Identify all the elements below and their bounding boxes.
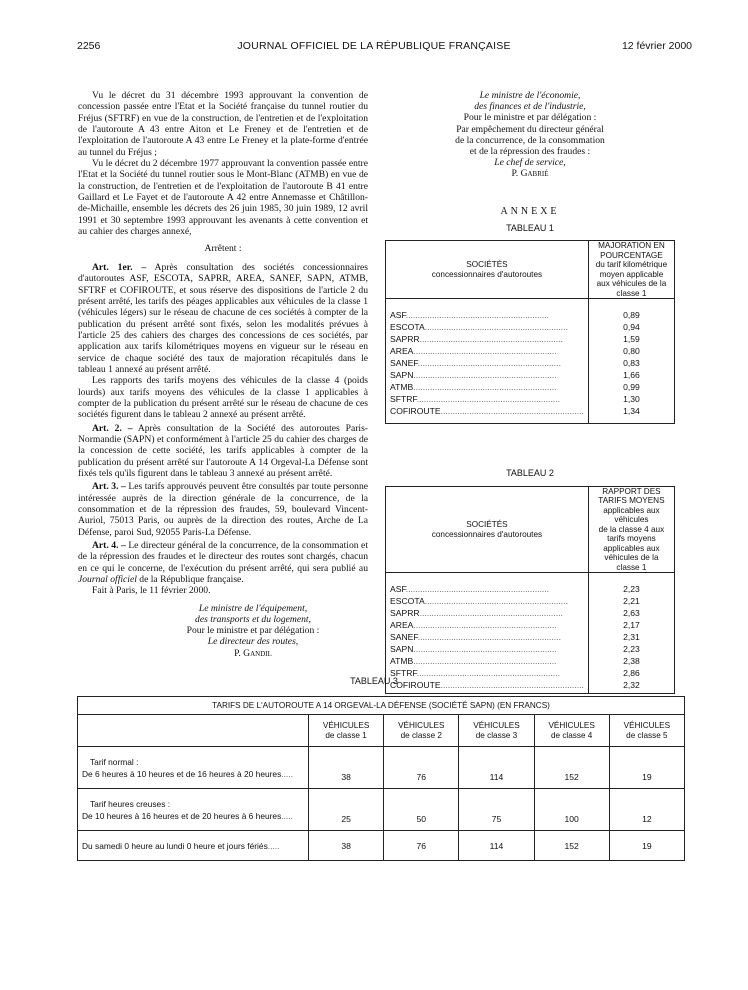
tableau-3-value: 114	[459, 831, 534, 861]
signature-block-equipment	[78, 603, 368, 659]
company-name: ATMB............................................................	[390, 655, 557, 666]
leader-dots: .....	[267, 840, 280, 851]
tableau-3-value: 114	[459, 747, 534, 789]
leader-dots: ............................................................	[405, 584, 550, 595]
signature-line: et de la répression des fraudes :	[469, 146, 591, 158]
leader-dots: ............................................................	[416, 667, 560, 678]
company-value: 2,17	[623, 620, 640, 631]
tableau-2-title: TABLEAU 2	[506, 468, 554, 479]
signature-block-economy	[385, 90, 675, 180]
header-line: applicables aux véhicules de la classe 1	[603, 543, 660, 572]
header-line: de la classe 4 aux tarifs moyens	[598, 524, 665, 544]
tableau-3-value: 76	[384, 747, 459, 789]
company-value: 0,80	[623, 346, 640, 357]
company-name: COFIROUTE............................................................	[390, 679, 584, 690]
tableau-3-row	[78, 789, 685, 831]
company-name: SANEF............................................................	[390, 357, 561, 368]
row-label-detail: De 6 heures à 10 heures et de 16 heures à 20 heures.....	[82, 768, 293, 779]
company-name: AREA............................................................	[390, 346, 557, 357]
tableau-3-value: 19	[609, 747, 684, 789]
header-line: VÉHICULES	[623, 721, 671, 730]
tableau-2	[385, 486, 675, 695]
company-value: 1,59	[623, 334, 640, 345]
leader-dots: ............................................................	[413, 620, 557, 631]
company-name: SFTRF............................................................	[390, 667, 560, 678]
leader-dots: ............................................................	[413, 369, 557, 380]
company-value: 2,63	[623, 608, 640, 619]
signature-title: Le chef de service,	[494, 157, 566, 169]
company-name: SAPRR............................................................	[390, 334, 563, 345]
tableau-1	[385, 240, 675, 424]
header-line: VÉHICULES	[473, 721, 520, 730]
leader-dots: ............................................................	[440, 405, 584, 416]
tableau-3-row	[78, 831, 685, 861]
tableau-2-header-rapport	[588, 486, 674, 573]
tableau-3-column-header	[534, 715, 609, 747]
company-name: SAPN............................................................	[390, 643, 557, 654]
row-label-heading: Tarif heures creuses :	[90, 798, 171, 809]
article-4	[78, 540, 368, 585]
tableau-3-row	[78, 747, 685, 789]
header-line: de classe 2	[400, 730, 442, 740]
article-1-label: Art. 1er. –	[92, 261, 147, 273]
leader-dots: ............................................................	[417, 357, 561, 368]
tableau-3-banner: TARIFS DE L'AUTOROUTE A 14 ORGEVAL-LA DÉFENSE (SOCIÉTÉ SAPN) (EN FRANCS)	[78, 697, 685, 715]
article-2	[78, 423, 368, 480]
company-name: SFTRF............................................................	[390, 393, 560, 404]
company-value: 2,23	[623, 643, 640, 654]
tableau-3-value: 152	[534, 747, 609, 789]
tableau-3-column-header	[609, 715, 684, 747]
row-label-heading: Tarif normal :	[90, 756, 139, 767]
company-value: 1,66	[623, 369, 640, 380]
company-value: 0,99	[623, 381, 640, 392]
article-4-text: Le directeur général de la concurrence, de la consommation et de la répression des fraudes et le directeur des routes sont chargés, chacun en ce qui le concerne, de l'exécution du présent arrêté, qui sera publié au	[78, 540, 368, 574]
leader-dots: ............................................................	[440, 679, 584, 690]
article-4-text-end: de la République française.	[136, 574, 244, 586]
header-line: de classe 4	[550, 730, 593, 740]
article-3	[78, 481, 368, 538]
tableau-1-title: TABLEAU 1	[506, 222, 554, 233]
company-name: SAPN............................................................	[390, 369, 557, 380]
annexe-heading: ANNEXE	[500, 205, 560, 217]
article-2-label: Art. 2. –	[92, 422, 133, 434]
signature-name: P. Gabrié	[511, 168, 549, 180]
leader-dots: ............................................................	[417, 631, 561, 642]
header-line: applicables aux véhicules	[603, 505, 660, 525]
company-name: ESCOTA............................................................	[390, 322, 568, 333]
leader-dots: .....	[281, 768, 293, 779]
tableau-1-header-societes	[386, 241, 589, 299]
signature-minister: Le ministre de l'économie,	[479, 90, 581, 101]
leader-dots: .....	[281, 810, 293, 821]
company-name: ATMB............................................................	[390, 381, 557, 392]
tableau-3-row-label	[78, 831, 309, 861]
signature-minister-2: des finances et de l'industrie,	[474, 101, 586, 113]
journal-title: JOURNAL OFFICIEL DE LA RÉPUBLIQUE FRANÇAISE	[237, 40, 511, 52]
leader-dots: ............................................................	[416, 393, 560, 404]
company-name: ASF............................................................	[390, 310, 550, 321]
signature-minister: Le ministre de l'équipement,	[198, 602, 308, 614]
leader-dots: ............................................................	[413, 381, 557, 392]
tableau-3-row-label	[78, 789, 309, 831]
header-line: SOCIÉTÉS	[466, 260, 508, 270]
company-name: COFIROUTE............................................................	[390, 405, 584, 416]
article-1-paragraph-2: Les rapports des tarifs moyens des véhicules de la classe 4 (poids lourds) aux tarifs moyens des véhicules de la classe 1 applicables à compter de la publication du présent arrêté sur le réseau de chacune de ces sociétés figurent dans le tableau 2 annexé au présent arrêté.	[78, 375, 368, 421]
signature-delegation: Pour le ministre et par délégation :	[463, 112, 597, 124]
company-name: SANEF............................................................	[390, 631, 561, 642]
leader-dots: ............................................................	[424, 322, 568, 333]
tableau-3-header-blank	[78, 715, 309, 747]
company-value: 2,38	[623, 655, 640, 666]
left-column	[78, 90, 368, 659]
article-3-label: Art. 3. –	[92, 481, 126, 493]
tableau-3-value: 152	[534, 831, 609, 861]
article-3-text: Les tarifs approuvés peuvent être consultés par toute personne intéressée auprès de la direction générale de la concurrence, de la consommation et de la répression des fraudes, 59, boulevard Vincent-Auriol, 75013 Paris, ou auprès de la direction des routes, Arche de La Défense, paroi Sud, 92055 Paris-La Défense.	[78, 481, 368, 538]
tableau-3-value: 19	[609, 831, 684, 861]
company-value: 2,21	[623, 596, 640, 607]
company-name: AREA............................................................	[390, 620, 557, 631]
tableau-3-value: 76	[384, 831, 459, 861]
visa-paragraph: Vu le décret du 31 décembre 1993 approuvant la convention de concession passée entre l'Etat et la Société française du tunnel routier du Fréjus (SFTRF) en vue de la construction, de l'entretien et de l'exploitation de l'autoroute A 43 entre Aiton et Le Freney et de l'entretien et de l'exploitation de l'autoroute A 43 entre Le Freney et la plate-forme d'entrée au tunnel du Fréjus ;	[78, 90, 368, 158]
header-line: de classe 5	[626, 730, 668, 740]
company-value: 1,34	[623, 405, 640, 416]
header-line: MAJORATION EN POURCENTAGE	[598, 241, 665, 260]
company-value: 2,31	[623, 631, 640, 642]
tableau-3-value: 100	[534, 789, 609, 831]
company-value: 0,83	[623, 357, 640, 368]
article-4-label: Art. 4. –	[92, 540, 126, 552]
leader-dots: ............................................................	[413, 346, 557, 357]
header-line: RAPPORT DES TARIFS MOYENS	[598, 486, 665, 506]
header-line: concessionnaires d'autoroutes	[431, 529, 543, 539]
tableau-3-value: 75	[459, 789, 534, 831]
right-column	[385, 90, 675, 694]
tableau-2-header-societes	[386, 486, 589, 573]
signature-delegation: Pour le ministre et par délégation :	[186, 625, 320, 637]
leader-dots: ............................................................	[413, 643, 557, 654]
tableau-3-title: TABLEAU 3	[350, 676, 398, 686]
signature-line: de la concurrence, de la consommation	[455, 134, 605, 146]
company-name: ASF............................................................	[390, 584, 550, 595]
company-value: 0,94	[623, 322, 640, 333]
header-line: VÉHICULES	[548, 721, 595, 730]
article-1-text: Après consultation des sociétés concessionnaires d'autoroutes ASF, ESCOTA, SAPRR, AREA, SANEF, SAPN, ATMB, SFTRF et COFIROUTE, et sous réserve des dispositions de l'article 2 du présent arrêté, les tarifs des péages applicables aux véhicules de la classe 1 (véhicules légers) sur le réseau de chacune de ces sociétés à compter de la publication du présent arrêté sont fixés, selon les modalités prévues à l'article 25 des cahiers des charges des concessions de ces sociétés, par application aux tarifs kilométriques moyens en vigueur sur le réseau en service de chaque société des taux de majoration récapitulés dans le tableau 1 annexé au présent arrêté.	[78, 261, 369, 375]
header-line: VÉHICULES	[398, 721, 445, 730]
tableau-3-value: 50	[384, 789, 459, 831]
tableau-1-values	[588, 299, 674, 424]
signature-title: Le directeur des routes,	[207, 636, 299, 648]
company-value: 0,89	[623, 310, 640, 321]
tableau-1-names	[386, 299, 589, 424]
publication-date: 12 février 2000	[621, 40, 692, 52]
header-line: SOCIÉTÉS	[466, 520, 508, 530]
signature-line: Par empêchement du directeur général	[456, 123, 604, 135]
page-header	[0, 40, 748, 54]
row-label-detail: Du samedi 0 heure au lundi 0 heure et jours fériés.....	[82, 840, 280, 851]
article-4-journal: Journal officiel	[78, 574, 137, 586]
row-label-detail: De 10 heures à 16 heures et de 20 heures à 6 heures.....	[82, 810, 293, 821]
leader-dots: ............................................................	[419, 334, 563, 345]
tableau-1-header-majoration	[588, 241, 674, 299]
page-number: 2256	[77, 40, 101, 52]
tableau-3	[77, 696, 685, 861]
header-line: VÉHICULES	[322, 721, 370, 730]
signature-name: P. Gandil	[234, 647, 272, 659]
article-1	[78, 262, 368, 375]
header-line: de classe 3	[475, 730, 518, 740]
company-name: ESCOTA............................................................	[390, 596, 568, 607]
company-name: SAPRR............................................................	[390, 608, 563, 619]
signature-date: Fait à Paris, le 11 février 2000.	[92, 585, 211, 597]
leader-dots: ............................................................	[419, 608, 563, 619]
header-line: concessionnaires d'autoroutes	[431, 269, 543, 279]
article-2-text: Après consultation de la Société des autoroutes Paris-Normandie (SAPN) et conformément à l'article 25 du cahier des charges de la concession de cette société, les tarifs applicables à compter de la publication du présent arrêté sur l'autoroute A 14 Orgeval-La Défense sont fixés tels qu'ils figurent dans le tableau 3 annexé au présent arrêté.	[78, 422, 368, 479]
header-line: aux véhicules de la classe 1	[596, 279, 667, 298]
leader-dots: ............................................................	[413, 655, 557, 666]
company-value: 2,86	[623, 667, 640, 678]
company-value: 2,23	[623, 584, 640, 595]
tableau-3-column-header	[309, 715, 384, 747]
tableau-3-column-header	[459, 715, 534, 747]
leader-dots: ............................................................	[424, 596, 568, 607]
visa-paragraph: Vu le décret du 2 décembre 1977 approuvant la convention passée entre l'Etat et la Société du tunnel routier sous le Mont-Blanc (ATMB) en vue de la construction, de l'entretien et de l'exploitation de l'autoroute B 41 entre Gaillard et Le Fayet et de l'autoroute A 42 entre Annemasse et Châtillon-de-Michaille, ensemble les décrets des 26 juin 1985, 30 juin 1989, 12 avril 1991 et 30 septembre 1993 approuvant les avenants à cette convention et au cahier des charges annexé,	[78, 158, 368, 238]
leader-dots: ............................................................	[405, 310, 550, 321]
tableau-3-value: 38	[309, 747, 384, 789]
arretent-heading: Arrêtent :	[204, 243, 242, 255]
header-line: du tarif kilométrique moyen applicable	[595, 260, 668, 279]
tableau-3-value: 38	[309, 831, 384, 861]
tableau-3-row-label	[78, 747, 309, 789]
signature-minister-2: des transports et du logement,	[195, 613, 311, 625]
company-value: 2,32	[623, 679, 640, 690]
header-line: de classe 1	[325, 730, 367, 740]
company-value: 1,30	[623, 393, 640, 404]
tableau-3-column-header	[384, 715, 459, 747]
tableau-3-value: 12	[609, 789, 684, 831]
tableau-3-value: 25	[309, 789, 384, 831]
